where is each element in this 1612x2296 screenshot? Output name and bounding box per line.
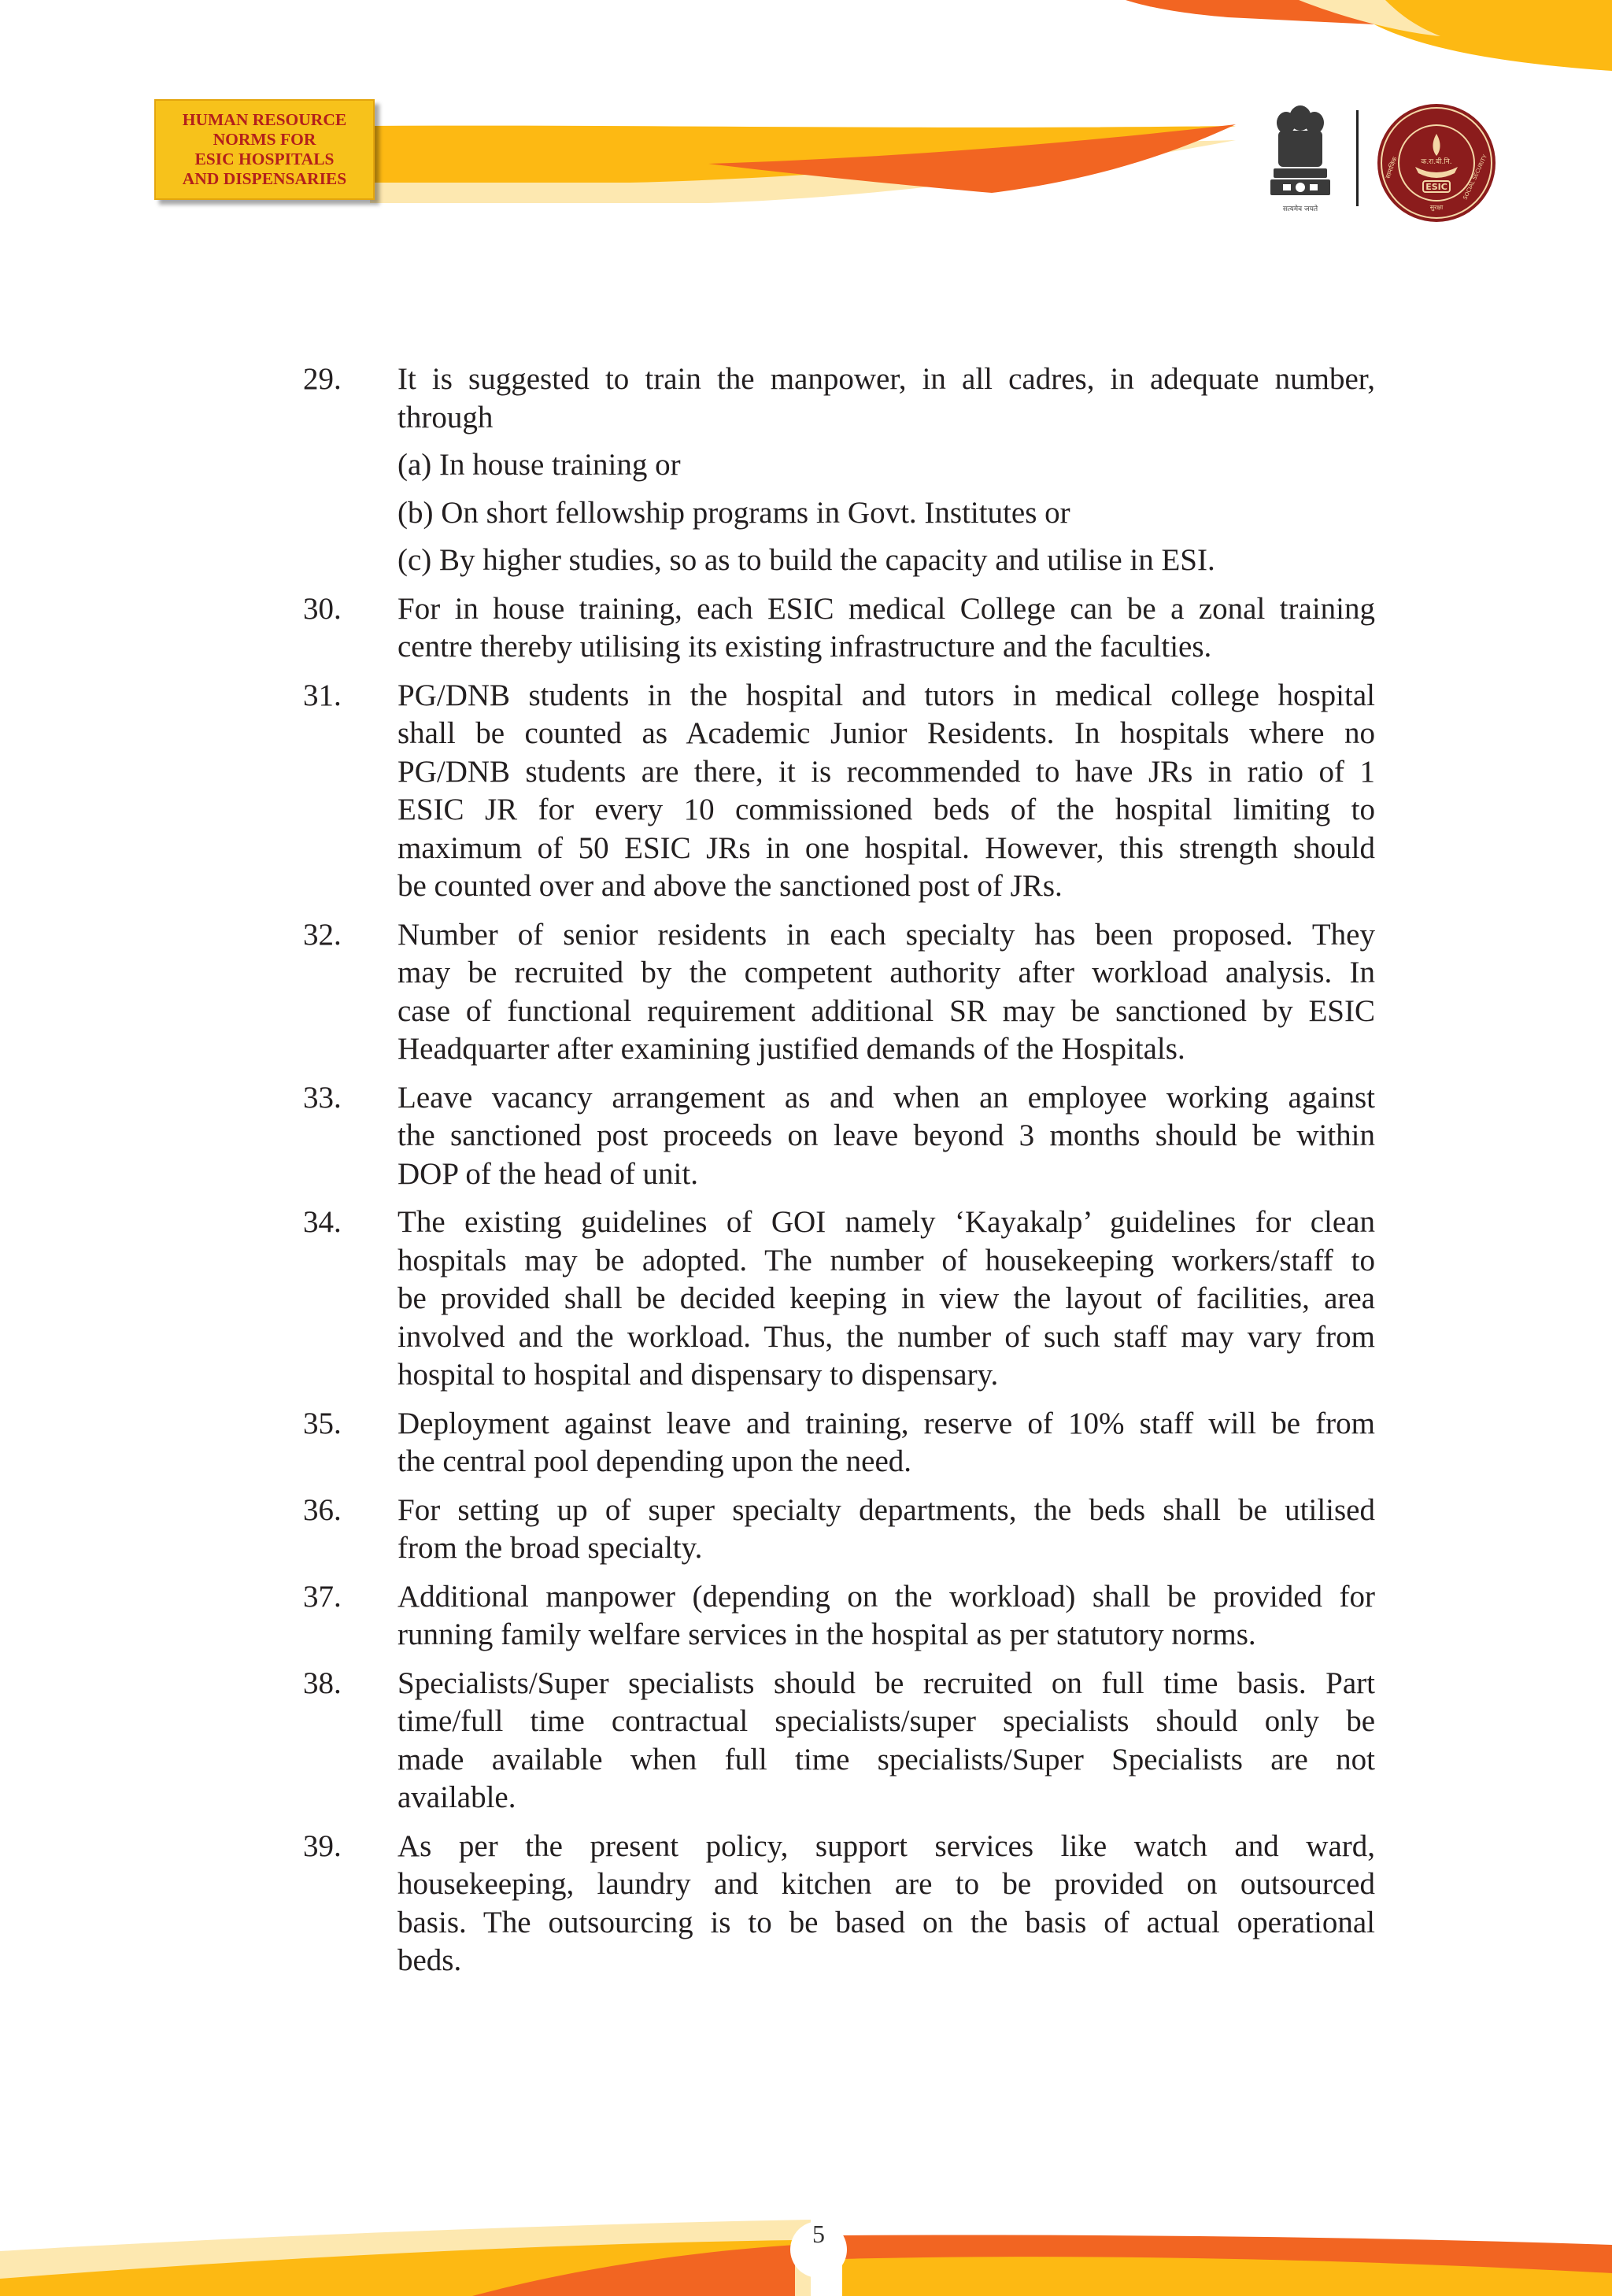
- item-text: [397, 916, 1375, 1069]
- text-line: Specialists/Super specialists should be recruited on full time basis. Part: [397, 1666, 1375, 1700]
- item-text: [397, 1203, 1375, 1395]
- sub-item: (a) In house training or: [397, 448, 681, 482]
- logo-top-text: क.रा.बी.नि.: [1421, 158, 1452, 166]
- list-item-32: [303, 916, 1375, 1069]
- emblem-motto: सत्यमेव जयते: [1282, 205, 1318, 213]
- text-line: For in house training, each ESIC medical College can be a zonal training: [397, 591, 1375, 626]
- sub-list: [397, 446, 1375, 580]
- text-line: As per the present policy, support services like watch and ward,: [397, 1828, 1375, 1863]
- text-line: case of functional requirement additional SR may be sanctioned by ESIC: [397, 993, 1375, 1028]
- text-line: Leave vacancy arrangement as and when an employee working against: [397, 1080, 1375, 1115]
- item-number: 30.: [303, 591, 342, 626]
- text-line: Deployment against leave and training, reserve of 10% staff will be from: [397, 1406, 1375, 1440]
- list-item-34: [303, 1203, 1375, 1395]
- list-item-37: [303, 1578, 1375, 1655]
- logo-left-text: सामाजिक: [1384, 156, 1399, 180]
- item-text: [397, 1079, 1375, 1194]
- text-line: available.: [397, 1780, 516, 1814]
- item-number: 35.: [303, 1406, 342, 1440]
- list-item-35: [303, 1405, 1375, 1481]
- item-number: 32.: [303, 917, 342, 952]
- text-line: be counted over and above the sanctioned post of JRs.: [397, 869, 1063, 903]
- text-line: PG/DNB students are there, it is recommended to have JRs in ratio of 1: [397, 754, 1375, 789]
- text-line: the central pool depending upon the need.: [397, 1444, 912, 1478]
- item-text: [397, 1665, 1375, 1817]
- text-line: running family welfare services in the hospital as per statutory norms.: [397, 1618, 1256, 1651]
- logo-right-text: SOCIAL SECURITY: [1462, 153, 1488, 202]
- item-number: 34.: [303, 1205, 342, 1239]
- text-line: hospital to hospital and dispensary to dispensary.: [397, 1358, 999, 1392]
- list-item-33: [303, 1079, 1375, 1194]
- title-line-1: HUMAN RESOURCE: [182, 110, 347, 129]
- list-item-31: [303, 677, 1375, 906]
- text-line: It is suggested to train the manpower, in all cadres, in adequate number,: [397, 362, 1375, 396]
- text-line: time/full time contractual specialists/super specialists should only be: [397, 1704, 1375, 1738]
- text-line: Headquarter after examining justified demands of the Hospitals.: [397, 1032, 1185, 1066]
- text-line: involved and the workload. Thus, the number of such staff may vary from: [397, 1319, 1375, 1354]
- text-line: be provided shall be decided keeping in view the layout of facilities, area: [397, 1281, 1375, 1315]
- item-number: 36.: [303, 1492, 342, 1527]
- item-number: 29.: [303, 362, 342, 396]
- title-line-4: AND DISPENSARIES: [182, 169, 347, 188]
- list-item-38: [303, 1665, 1375, 1817]
- item-text: [397, 590, 1375, 667]
- page-number: 5: [812, 2220, 825, 2248]
- list-item-39: [303, 1828, 1375, 1980]
- logo-mid-text: सुरक्षा: [1429, 204, 1444, 211]
- item-text: [397, 677, 1375, 906]
- item-number: 37.: [303, 1579, 342, 1614]
- text-line: made available when full time specialists/Super Specialists are not: [397, 1742, 1375, 1777]
- text-line: For setting up of super specialty departments, the beds shall be utilised: [397, 1492, 1375, 1527]
- item-number: 39.: [303, 1828, 342, 1863]
- item-number: 31.: [303, 678, 342, 712]
- text-line: the sanctioned post proceeds on leave beyond 3 months should be within: [397, 1118, 1375, 1152]
- list-item-36: [303, 1492, 1375, 1568]
- item-text: [397, 1405, 1375, 1481]
- list-item-29: [303, 360, 1375, 580]
- logo-center-text: ESIC: [1425, 182, 1447, 192]
- esic-logo-icon: [1376, 102, 1497, 224]
- text-line: basis. The outsourcing is to be based on the basis of actual operational: [397, 1905, 1375, 1939]
- text-line: may be recruited by the competent authority after workload analysis. In: [397, 956, 1375, 989]
- text-line: Number of senior residents in each specialty has been proposed. They: [397, 917, 1375, 952]
- text-line: PG/DNB students in the hospital and tutors in medical college hospital: [397, 678, 1375, 712]
- text-line: shall be counted as Academic Junior Residents. In hospitals where no: [397, 716, 1375, 750]
- text-line: through: [397, 400, 494, 434]
- item-text: [397, 360, 1375, 580]
- text-line: hospitals may be adopted. The number of housekeeping workers/staff to: [397, 1243, 1375, 1277]
- item-text: [397, 1578, 1375, 1655]
- text-line: maximum of 50 ESIC JRs in one hospital. However, this strength should: [397, 830, 1375, 865]
- text-line: ESIC JR for every 10 commissioned beds of the hospital limiting to: [397, 793, 1375, 826]
- item-number: 38.: [303, 1666, 342, 1700]
- text-line: from the broad specialty.: [397, 1531, 703, 1565]
- list-item-30: [303, 590, 1375, 667]
- text-line: The existing guidelines of GOI namely ‘Kayakalp’ guidelines for clean: [397, 1205, 1375, 1239]
- title-line-3: ESIC HOSPITALS: [194, 150, 335, 168]
- document-title: [158, 110, 371, 189]
- item-number: 33.: [303, 1080, 342, 1115]
- text-line: Additional manpower (depending on the workload) shall be provided for: [397, 1579, 1375, 1614]
- text-line: DOP of the head of unit.: [397, 1156, 698, 1191]
- sub-item: (c) By higher studies, so as to build the capacity and utilise in ESI.: [397, 543, 1215, 577]
- text-line: beds.: [397, 1943, 462, 1977]
- logo-divider: [1356, 110, 1359, 206]
- national-emblem-icon: [1267, 96, 1333, 214]
- item-text: [397, 1828, 1375, 1980]
- item-text: [397, 1492, 1375, 1568]
- text-line: centre thereby utilising its existing infrastructure and the faculties.: [397, 630, 1212, 664]
- numbered-list: [303, 360, 1375, 1991]
- text-line: housekeeping, laundry and kitchen are to be provided on outsourced: [397, 1867, 1375, 1901]
- sub-item: (b) On short fellowship programs in Govt. Institutes or: [397, 495, 1070, 530]
- document-title-badge: [154, 99, 375, 200]
- title-line-2: NORMS FOR: [213, 130, 316, 149]
